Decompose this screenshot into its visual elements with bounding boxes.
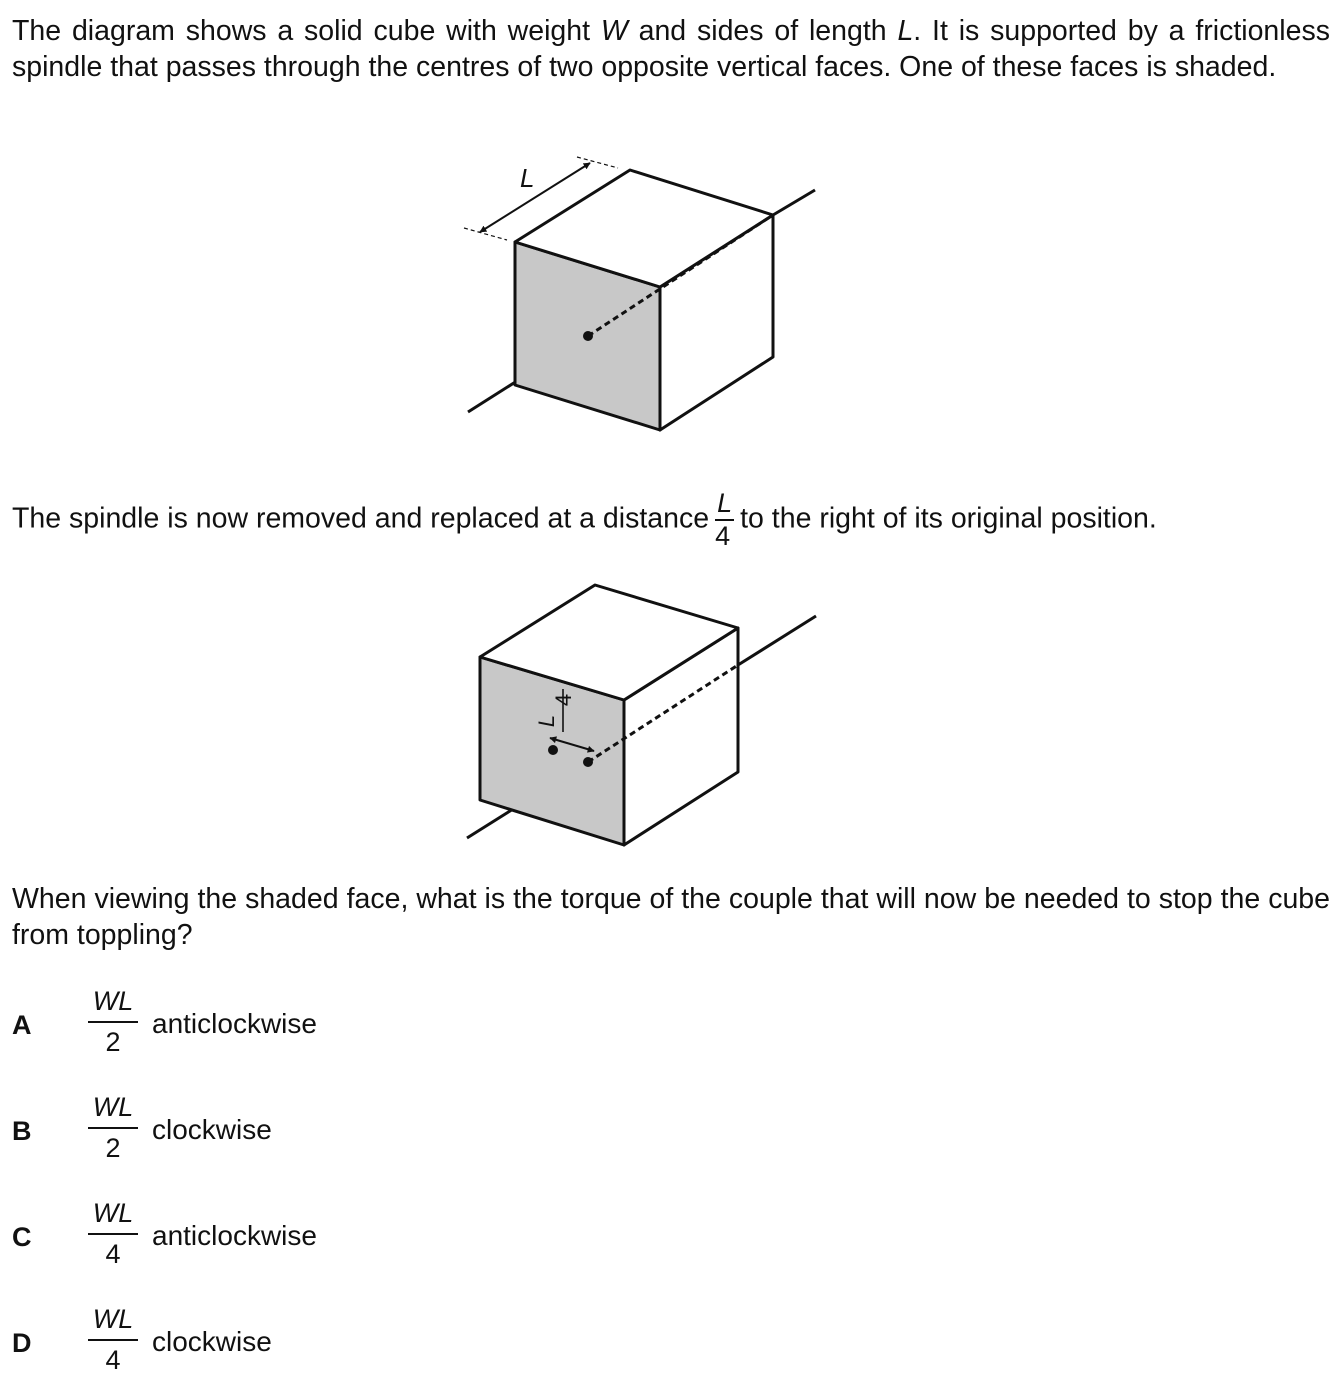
option-a[interactable] <box>12 985 512 1065</box>
option-b[interactable] <box>12 1091 512 1171</box>
move-distance-fraction <box>715 488 734 552</box>
intro-text-1: The diagram shows a solid cube with weight <box>12 15 601 47</box>
offset-label-denominator: 4 <box>551 693 576 707</box>
original-centre-dot <box>548 745 558 755</box>
option-direction: clockwise <box>152 1326 272 1357</box>
spindle-back <box>738 616 816 665</box>
question-text: When viewing the shaded face, what is the torque of the couple that will now be needed to stop the cube from toppling? <box>12 883 1330 951</box>
option-denominator: 4 <box>105 1239 121 1269</box>
option-letter: C <box>12 1222 32 1252</box>
option-fraction <box>88 1303 138 1377</box>
option-letter: B <box>12 1116 32 1146</box>
option-letter: A <box>12 1010 32 1040</box>
option-c[interactable] <box>12 1197 512 1277</box>
option-numerator: WL <box>88 1197 138 1235</box>
option-direction: anticlockwise <box>152 1008 317 1039</box>
spindle-moved-paragraph <box>12 488 1330 552</box>
option-letter: D <box>12 1328 32 1358</box>
option-denominator: 2 <box>105 1027 121 1057</box>
option-fraction <box>88 1197 138 1271</box>
offset-label-numerator: L <box>534 714 559 728</box>
option-fraction <box>88 1091 138 1165</box>
spindle-centre-dot <box>583 331 593 341</box>
intro-text-3: . It is supported by a frictionless spindle that passes through the centres of two opposite vertical faces. One of these faces is shaded. <box>12 15 1330 83</box>
move-text-before: The spindle is now removed and replaced at a distance <box>12 502 710 535</box>
spindle-back <box>773 190 815 215</box>
cube-diagram-original <box>440 145 840 445</box>
option-numerator: WL <box>88 1303 138 1341</box>
side-length-label: L <box>520 163 535 193</box>
intro-text-2: and sides of length <box>627 15 898 47</box>
intro-paragraph <box>12 14 1330 85</box>
option-denominator: 2 <box>105 1133 121 1163</box>
option-numerator: WL <box>88 1091 138 1129</box>
move-fraction-numerator: L <box>715 488 734 521</box>
option-direction: clockwise <box>152 1114 272 1145</box>
dimension-extension-left <box>464 228 507 240</box>
option-fraction <box>88 985 138 1059</box>
option-numerator: WL <box>88 985 138 1023</box>
intro-length-symbol: L <box>897 15 914 47</box>
option-d[interactable] <box>12 1303 512 1383</box>
new-spindle-dot <box>583 757 593 767</box>
move-fraction-denominator: 4 <box>715 521 731 551</box>
cube-diagram-moved <box>440 570 840 850</box>
intro-weight-symbol: W <box>600 15 628 47</box>
option-denominator: 4 <box>105 1345 121 1375</box>
move-text-after: to the right of its original position. <box>740 502 1157 535</box>
option-direction: anticlockwise <box>152 1220 317 1251</box>
